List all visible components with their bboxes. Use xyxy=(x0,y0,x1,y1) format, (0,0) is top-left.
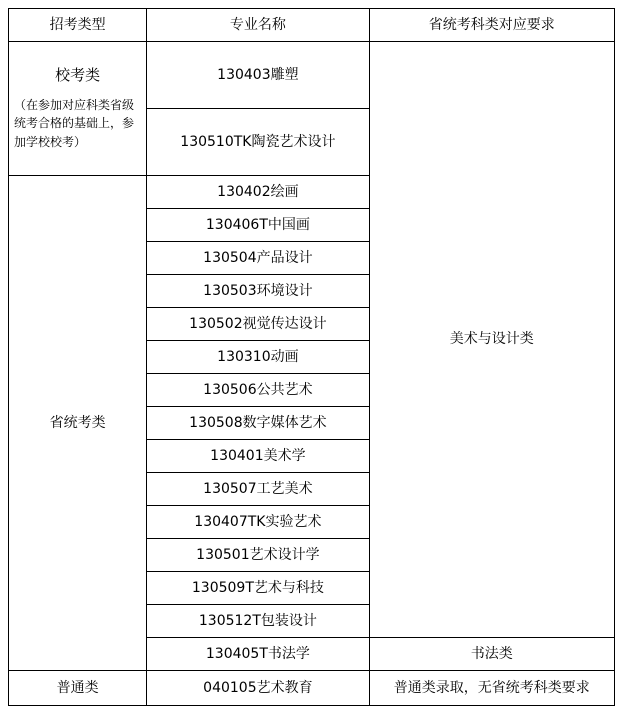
column-header-exam-type: 招考类型 xyxy=(9,9,147,42)
major-cell: 130503环境设计 xyxy=(147,275,369,308)
major-cell: 130512T包装设计 xyxy=(147,605,369,638)
category-general-cell: 普通类录取，无省统考科类要求 xyxy=(369,671,614,706)
table-header-row xyxy=(9,9,615,42)
major-cell: 130502视觉传达设计 xyxy=(147,308,369,341)
major-cell: 130406T中国画 xyxy=(147,209,369,242)
major-cell: 130402绘画 xyxy=(147,176,369,209)
table-row xyxy=(9,42,615,109)
major-cell: 130509T艺术与科技 xyxy=(147,572,369,605)
exam-type-school-cell xyxy=(9,42,147,176)
major-cell: 130403雕塑 xyxy=(147,42,369,109)
category-art-design-cell: 美术与设计类 xyxy=(369,42,614,638)
exam-type-province-cell: 省统考类 xyxy=(9,176,147,671)
major-cell: 040105艺术教育 xyxy=(147,671,369,706)
column-header-category-requirement: 省统考科类对应要求 xyxy=(369,9,614,42)
major-cell: 130407TK实验艺术 xyxy=(147,506,369,539)
category-calligraphy-cell: 书法类 xyxy=(369,638,614,671)
table-row xyxy=(9,671,615,706)
exam-type-general-cell: 普通类 xyxy=(9,671,147,706)
major-cell: 130506公共艺术 xyxy=(147,374,369,407)
table-head xyxy=(9,9,615,42)
majors-table xyxy=(8,8,615,706)
major-cell: 130508数字媒体艺术 xyxy=(147,407,369,440)
exam-type-school-title: 校考类 xyxy=(55,66,101,85)
major-cell: 130401美术学 xyxy=(147,440,369,473)
major-cell: 130501艺术设计学 xyxy=(147,539,369,572)
major-cell: 130510TK陶瓷艺术设计 xyxy=(147,109,369,176)
column-header-major-name: 专业名称 xyxy=(147,9,369,42)
major-cell: 130310动画 xyxy=(147,341,369,374)
major-cell: 130507工艺美术 xyxy=(147,473,369,506)
exam-type-school-note: （在参加对应科类省级统考合格的基础上，参加学校校考） xyxy=(14,97,135,149)
table-body xyxy=(9,42,615,706)
major-cell: 130405T书法学 xyxy=(147,638,369,671)
major-cell: 130504产品设计 xyxy=(147,242,369,275)
